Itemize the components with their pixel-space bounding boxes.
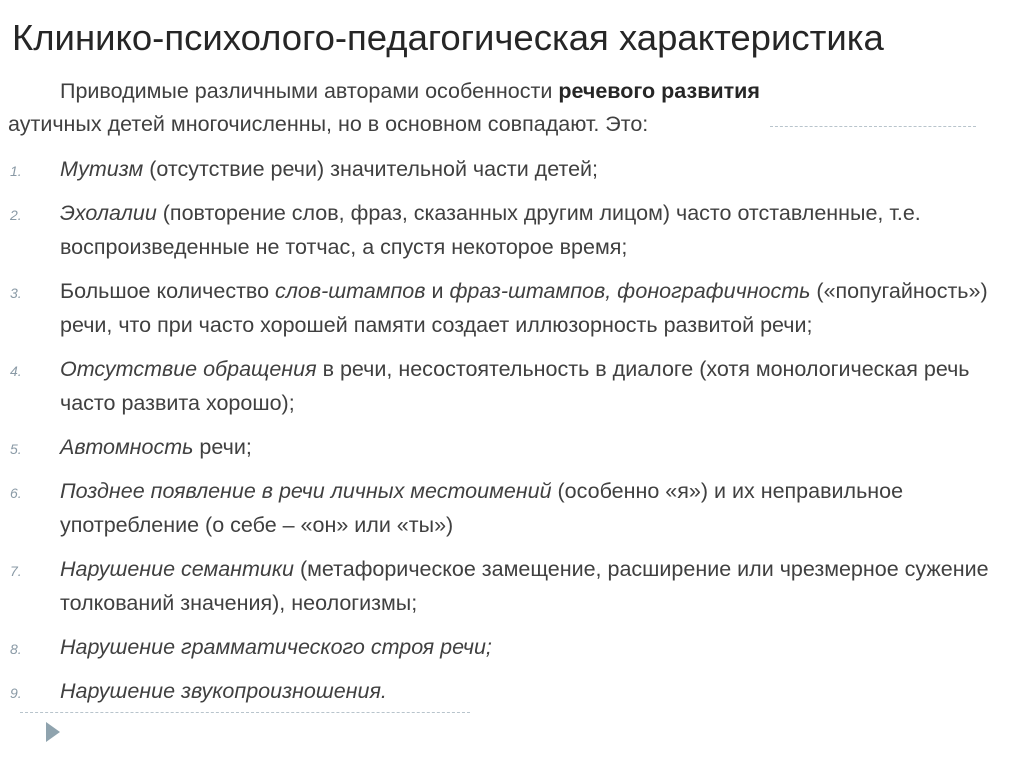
item-emphasis: Эхолалии (60, 201, 157, 225)
item-emphasis: Позднее появление в речи личных местоимений (60, 479, 552, 503)
list-item (0, 352, 1010, 420)
item-text: (особенно «я») и их неправильное употребление (о себе – «он» или «ты») (60, 479, 904, 537)
list-item (0, 274, 1010, 342)
list-number: 7. (10, 563, 22, 579)
intro-paragraph (8, 75, 968, 141)
item-emphasis: Нарушение звукопроизношения. (60, 679, 387, 703)
intro-text-cont: аутичных детей многочисленны, но в основном совпадают. Это: (8, 112, 649, 136)
slide-title: Клинико-психолого-педагогическая характеристика (12, 17, 884, 58)
item-emphasis: Нарушение семантики (60, 557, 294, 581)
item-text: и (425, 279, 450, 303)
item-emphasis: Отсутствие обращения (60, 357, 317, 381)
item-text: в речи, несостоятельность в диалоге (хотя монологическая речь часто развита хорошо); (60, 357, 970, 415)
list-number: 9. (10, 685, 22, 701)
intro-emphasis: речевого развития (558, 79, 760, 103)
list-number: 3. (10, 285, 22, 301)
list-number: 4. (10, 363, 22, 379)
item-text: (отсутствие речи) значительной части детей; (143, 157, 599, 181)
item-emphasis: Автомность (60, 435, 194, 459)
item-emphasis: Мутизм (60, 157, 144, 181)
triangle-right-icon[interactable] (46, 722, 60, 742)
list-number: 5. (10, 441, 22, 457)
speech-features-list (0, 152, 1010, 718)
item-text: («попугайность») речи, что при часто хорошей памяти создает иллюзорность развитой речи; (60, 279, 988, 337)
item-emphasis: Нарушение грамматического строя речи; (60, 635, 492, 659)
list-item (0, 196, 1010, 264)
intro-text: Приводимые различными авторами особенности (60, 79, 559, 103)
list-number: 2. (10, 207, 22, 223)
list-item (0, 430, 1010, 464)
item-emphasis: фраз-штампов, фонографичность (449, 279, 811, 303)
item-text: (повторение слов, фраз, сказанных другим лицом) часто отставленные, т.е. воспроизведенные не тотчас, а спустя некоторое время; (60, 201, 921, 259)
list-item (0, 152, 1010, 186)
list-number: 8. (10, 641, 22, 657)
list-number: 1. (10, 163, 22, 179)
list-item (0, 552, 1010, 620)
item-emphasis: слов-штампов (275, 279, 426, 303)
list-item (0, 674, 1010, 708)
list-item (0, 630, 1010, 664)
item-text: (метафорическое замещение, расширение или чрезмерное сужение толкований значения), неологизмы; (60, 557, 989, 615)
list-item (0, 474, 1010, 542)
list-number: 6. (10, 485, 22, 501)
item-text: речи; (193, 435, 252, 459)
item-text: Большое количество (60, 279, 276, 303)
